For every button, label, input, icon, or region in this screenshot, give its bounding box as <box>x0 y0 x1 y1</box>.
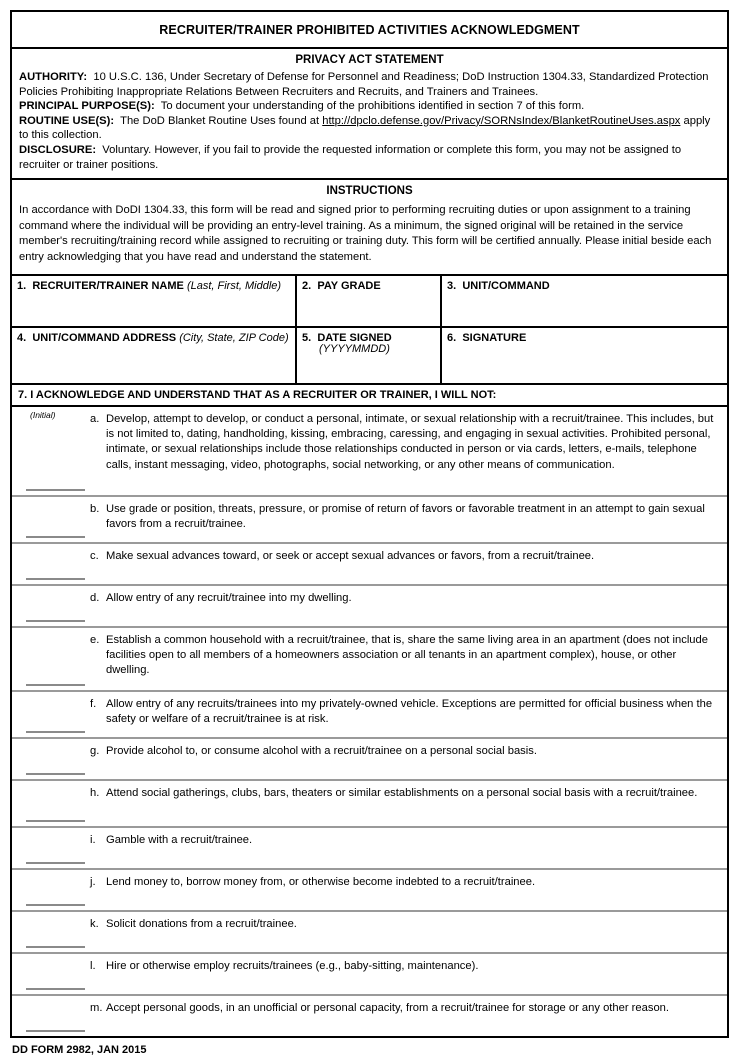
routine-use-paragraph <box>19 114 720 143</box>
initial-signature-line[interactable] <box>26 1030 85 1032</box>
acknowledgment-item-letter: m. <box>90 1001 103 1014</box>
field-signature[interactable] <box>442 328 727 383</box>
acknowledgment-item-text-wrap <box>90 497 727 542</box>
acknowledgment-item-row <box>12 544 727 586</box>
acknowledgment-item-row <box>12 407 727 497</box>
pay-grade-input[interactable] <box>302 294 436 308</box>
field-5-number: 5. <box>302 331 312 344</box>
purpose-paragraph <box>19 99 720 114</box>
form-number-footer: DD FORM 2982, JAN 2015 <box>12 1043 147 1056</box>
routine-use-url-link[interactable]: http://dpclo.defense.gov/Privacy/SORNsIndex/BlanketRoutineUses.aspx <box>322 114 681 127</box>
acknowledgment-item-row <box>12 497 727 544</box>
instructions-heading: INSTRUCTIONS <box>326 185 413 198</box>
initial-signature-line[interactable] <box>26 578 85 580</box>
acknowledgment-item-body: Use grade or position, threats, pressure, or promise of return of favors or favorable treatment in an attempt to gain sexual favors from a recruit/trainee. <box>106 502 705 530</box>
acknowledgment-item-text-wrap <box>90 781 727 826</box>
field-4-label <box>17 332 295 344</box>
identification-row-1 <box>12 276 727 328</box>
initial-signature-line[interactable] <box>26 489 85 491</box>
initial-column[interactable] <box>12 497 90 542</box>
field-pay-grade[interactable] <box>297 276 442 326</box>
initial-signature-line[interactable] <box>26 731 85 733</box>
initial-signature-line[interactable] <box>26 946 85 948</box>
acknowledgment-item-row <box>12 828 727 870</box>
initial-column[interactable] <box>12 628 90 690</box>
acknowledgment-item-letter: g. <box>90 744 100 757</box>
signature-input[interactable] <box>447 346 718 360</box>
acknowledgment-item-body: Allow entry of any recruits/trainees into my privately-owned vehicle. Exceptions are permitted for official business when the safety or welfare of a recruit/trainee is at risk. <box>106 697 713 725</box>
initial-signature-line[interactable] <box>26 862 85 864</box>
acknowledgment-item-letter: b. <box>90 502 100 515</box>
routine-use-label: ROUTINE USE(S): <box>19 114 115 127</box>
acknowledgment-item-body: Develop, attempt to develop, or conduct a personal, intimate, or sexual relationship with a recruit/trainee. This includes, but is not limited to, dating, handholding, kissing, embracing, caressing, and engaging in sexual activities. Prohibited personal, intimate, or sexual relationships include those relationships conducted in person or via cards, letters, e-mails, telephone calls, instant messaging, video, photographs, social networking, or any other means of communication. <box>106 412 714 471</box>
acknowledgment-item-body: Gamble with a recruit/trainee. <box>106 833 253 846</box>
principal-purpose-text: To document your understanding of the prohibitions identified in section 7 of this form. <box>160 100 585 113</box>
initial-column[interactable] <box>12 586 90 626</box>
acknowledgment-item-text-wrap <box>90 828 727 868</box>
acknowledgment-item-row <box>12 912 727 954</box>
form-frame <box>10 10 729 1038</box>
acknowledgment-list <box>12 407 727 1036</box>
initial-column[interactable] <box>12 739 90 779</box>
initial-signature-line[interactable] <box>26 904 85 906</box>
privacy-act-body <box>19 70 720 172</box>
acknowledgment-item-text-wrap <box>90 692 727 737</box>
acknowledgment-item-row <box>12 954 727 996</box>
acknowledgment-item-body: Attend social gatherings, clubs, bars, theaters or similar establishments on a personal social basis with a recruit/trainee. <box>106 786 698 799</box>
field-3-number: 3. <box>447 279 457 292</box>
instructions-body: In accordance with DoDI 1304.33, this form will be read and signed prior to performing recruiting duties or upon assignment to a training command where the individual will be providing an entry-level training. As a minimum, the signed original will be retained in the service member's recruiting/training record while assigned to recruiting or training duty. This form will be certified annually. Please initial beside each entry acknowledging that you have read and understand the statement. <box>19 204 712 263</box>
acknowledgment-item-row <box>12 739 727 781</box>
unit-command-address-input[interactable] <box>17 346 286 360</box>
initial-signature-line[interactable] <box>26 684 85 686</box>
initial-column[interactable] <box>12 870 90 910</box>
initial-column[interactable] <box>12 692 90 737</box>
acknowledgment-item-text-wrap <box>90 544 727 584</box>
initial-caption: (Initial) <box>30 409 56 420</box>
field-1-label <box>17 280 295 292</box>
routine-use-text-after: apply to this collection. <box>19 114 711 142</box>
initial-signature-line[interactable] <box>26 620 85 622</box>
recruiter-trainer-name-input[interactable] <box>17 294 286 308</box>
initial-signature-line[interactable] <box>26 820 85 822</box>
acknowledgment-item-letter: j. <box>90 875 96 888</box>
acknowledgment-item-text-wrap <box>90 739 727 779</box>
disclosure-paragraph <box>19 143 720 172</box>
acknowledgment-item-letter: k. <box>90 917 99 930</box>
acknowledgment-item-text-wrap <box>90 628 727 690</box>
initial-column[interactable] <box>12 828 90 868</box>
initial-signature-line[interactable] <box>26 536 85 538</box>
acknowledgment-item-body: Make sexual advances toward, or seek or accept sexual advances or favors, from a recruit/trainee. <box>106 549 595 562</box>
instructions-section <box>12 180 727 275</box>
acknowledgment-item-text-wrap <box>90 912 727 952</box>
acknowledgment-item-body: Establish a common household with a recruit/trainee, that is, share the same living area in an apartment (does not include facilities open to all members of a homeowners association or all tenants in an apartment complex), house, or other dwelling. <box>106 633 708 677</box>
acknowledgment-item-body: Allow entry of any recruit/trainee into my dwelling. <box>106 591 352 604</box>
acknowledgment-item-text-wrap <box>90 954 727 994</box>
initial-column[interactable] <box>12 996 90 1036</box>
initial-signature-line[interactable] <box>26 773 85 775</box>
field-unit-command-address[interactable] <box>12 328 297 383</box>
acknowledgment-item-body: Hire or otherwise employ recruits/trainees (e.g., baby-sitting, maintenance). <box>106 959 479 972</box>
acknowledgment-item-body: Solicit donations from a recruit/trainee. <box>106 917 297 930</box>
initial-column[interactable] <box>12 544 90 584</box>
acknowledgment-item-row <box>12 586 727 628</box>
field-3-title: UNIT/COMMAND <box>462 279 550 292</box>
field-4-title: UNIT/COMMAND ADDRESS <box>32 331 177 344</box>
field-date-signed[interactable] <box>297 328 442 383</box>
authority-paragraph <box>19 70 720 99</box>
acknowledgment-item-row <box>12 781 727 828</box>
privacy-act-heading: PRIVACY ACT STATEMENT <box>295 54 444 66</box>
acknowledgment-item-letter: c. <box>90 549 99 562</box>
date-signed-input[interactable] <box>302 357 436 371</box>
acknowledgment-item-row <box>12 870 727 912</box>
acknowledgment-item-text-wrap <box>90 407 727 495</box>
field-4-hint: (City, State, ZIP Code) <box>179 331 289 344</box>
authority-label: AUTHORITY: <box>19 71 88 83</box>
initial-signature-line[interactable] <box>26 988 85 990</box>
initial-column[interactable] <box>12 407 90 495</box>
field-2-title: PAY GRADE <box>317 279 381 292</box>
acknowledgment-item-body: Provide alcohol to, or consume alcohol with a recruit/trainee on a personal social basis. <box>106 744 537 757</box>
field-6-title: SIGNATURE <box>462 331 527 344</box>
authority-text: 10 U.S.C. 136, Under Secretary of Defense for Personnel and Readiness; DoD Instruction 1304.33, Standardized Protection Policies Prohibiting Inappropriate Relations Between Recruiters and Recruits, and Trainers and Trainees. <box>19 71 709 98</box>
field-5-format-hint: (YYYYMMDD) <box>319 342 390 355</box>
field-recruiter-trainer-name[interactable] <box>12 276 297 326</box>
acknowledgment-item-row <box>12 692 727 739</box>
initial-column[interactable] <box>12 912 90 952</box>
identification-row-2 <box>12 328 727 385</box>
field-5-title: DATE SIGNED <box>317 331 392 344</box>
initial-column[interactable] <box>12 781 90 826</box>
acknowledgment-item-letter: f. <box>90 697 97 710</box>
acknowledgment-header: 7. I ACKNOWLEDGE AND UNDERSTAND THAT AS A RECRUITER OR TRAINER, I WILL NOT: <box>12 385 727 407</box>
field-3-label <box>447 280 727 292</box>
principal-purpose-label: PRINCIPAL PURPOSE(S): <box>19 100 155 113</box>
disclosure-label: DISCLOSURE: <box>19 143 97 156</box>
acknowledgment-item-text-wrap <box>90 870 727 910</box>
privacy-act-section <box>12 49 727 180</box>
field-unit-command[interactable] <box>442 276 727 326</box>
acknowledgment-item-letter: i. <box>90 833 96 846</box>
acknowledgment-item-letter: h. <box>90 786 100 799</box>
field-6-label <box>447 332 727 344</box>
acknowledgment-item-letter: d. <box>90 591 100 604</box>
acknowledgment-item-body: Accept personal goods, in an unofficial or personal capacity, from a recruit/trainee for storage or any other reason. <box>106 1001 669 1014</box>
form-title: RECRUITER/TRAINER PROHIBITED ACTIVITIES ACKNOWLEDGMENT <box>12 12 727 49</box>
disclosure-text: Voluntary. However, if you fail to provide the requested information or complete this form, you may not be assigned to recruiter or trainer positions. <box>19 143 682 171</box>
routine-use-text-before: The DoD Blanket Routine Uses found at <box>120 114 320 127</box>
field-1-number: 1. <box>17 279 27 292</box>
acknowledgment-item-row <box>12 628 727 692</box>
field-1-hint: (Last, First, Middle) <box>186 279 282 292</box>
acknowledgment-item-body: Lend money to, borrow money from, or otherwise become indebted to a recruit/trainee. <box>106 875 536 888</box>
field-4-number: 4. <box>17 331 27 344</box>
acknowledgment-item-text-wrap <box>90 996 727 1036</box>
unit-command-input[interactable] <box>447 294 718 308</box>
field-2-label <box>302 280 440 292</box>
field-2-number: 2. <box>302 279 312 292</box>
field-1-title: RECRUITER/TRAINER NAME <box>32 279 184 292</box>
acknowledgment-item-letter: a. <box>90 412 100 425</box>
acknowledgment-item-text-wrap <box>90 586 727 626</box>
acknowledgment-item-letter: l. <box>90 959 96 972</box>
acknowledgment-item-letter: e. <box>90 633 100 646</box>
initial-column[interactable] <box>12 954 90 994</box>
field-6-number: 6. <box>447 331 457 344</box>
acknowledgment-item-row <box>12 996 727 1036</box>
